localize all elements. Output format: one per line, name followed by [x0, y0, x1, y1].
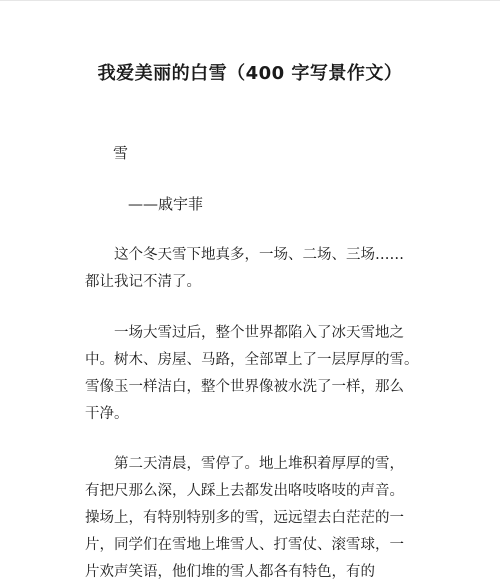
paragraph-2	[85, 320, 421, 428]
document-title: 我爱美丽的白雪（400 字写景作文）	[97, 63, 403, 84]
paragraph-line: 片，同学们在雪地上堆雪人、打雪仗、滚雪球，一	[85, 537, 404, 553]
paragraph-line: 干净。	[85, 406, 129, 422]
paragraph-line: 都让我记不清了。	[85, 274, 201, 290]
paragraph-line: 这个冬天雪下地真多，一场、二场、三场……	[114, 247, 404, 263]
paragraph-line: 片欢声笑语，他们堆的雪人都各有特色，有的	[85, 564, 375, 580]
essay-title: 雪	[113, 144, 129, 162]
paragraph-1	[85, 242, 421, 296]
author-line: ——戚宇菲	[128, 195, 204, 213]
paragraph-line: 雪像玉一样洁白，整个世界像被水洗了一样，那么	[85, 379, 404, 395]
paragraph-line: 中。树木、房屋、马路，全部罩上了一层厚厚的雪。	[85, 352, 419, 368]
page-top-divider	[0, 0, 500, 1]
paragraph-line: 第二天清晨，雪停了。地上堆积着厚厚的雪，	[114, 456, 404, 472]
paragraph-3	[85, 451, 421, 586]
paragraph-line: 操场上，有特别特别多的雪，远远望去白茫茫的一	[85, 510, 404, 526]
paragraph-line: 有把尺那么深，人踩上去都发出咯吱咯吱的声音。	[85, 483, 404, 499]
paragraph-line: 一场大雪过后，整个世界都陷入了冰天雪地之	[114, 325, 404, 341]
